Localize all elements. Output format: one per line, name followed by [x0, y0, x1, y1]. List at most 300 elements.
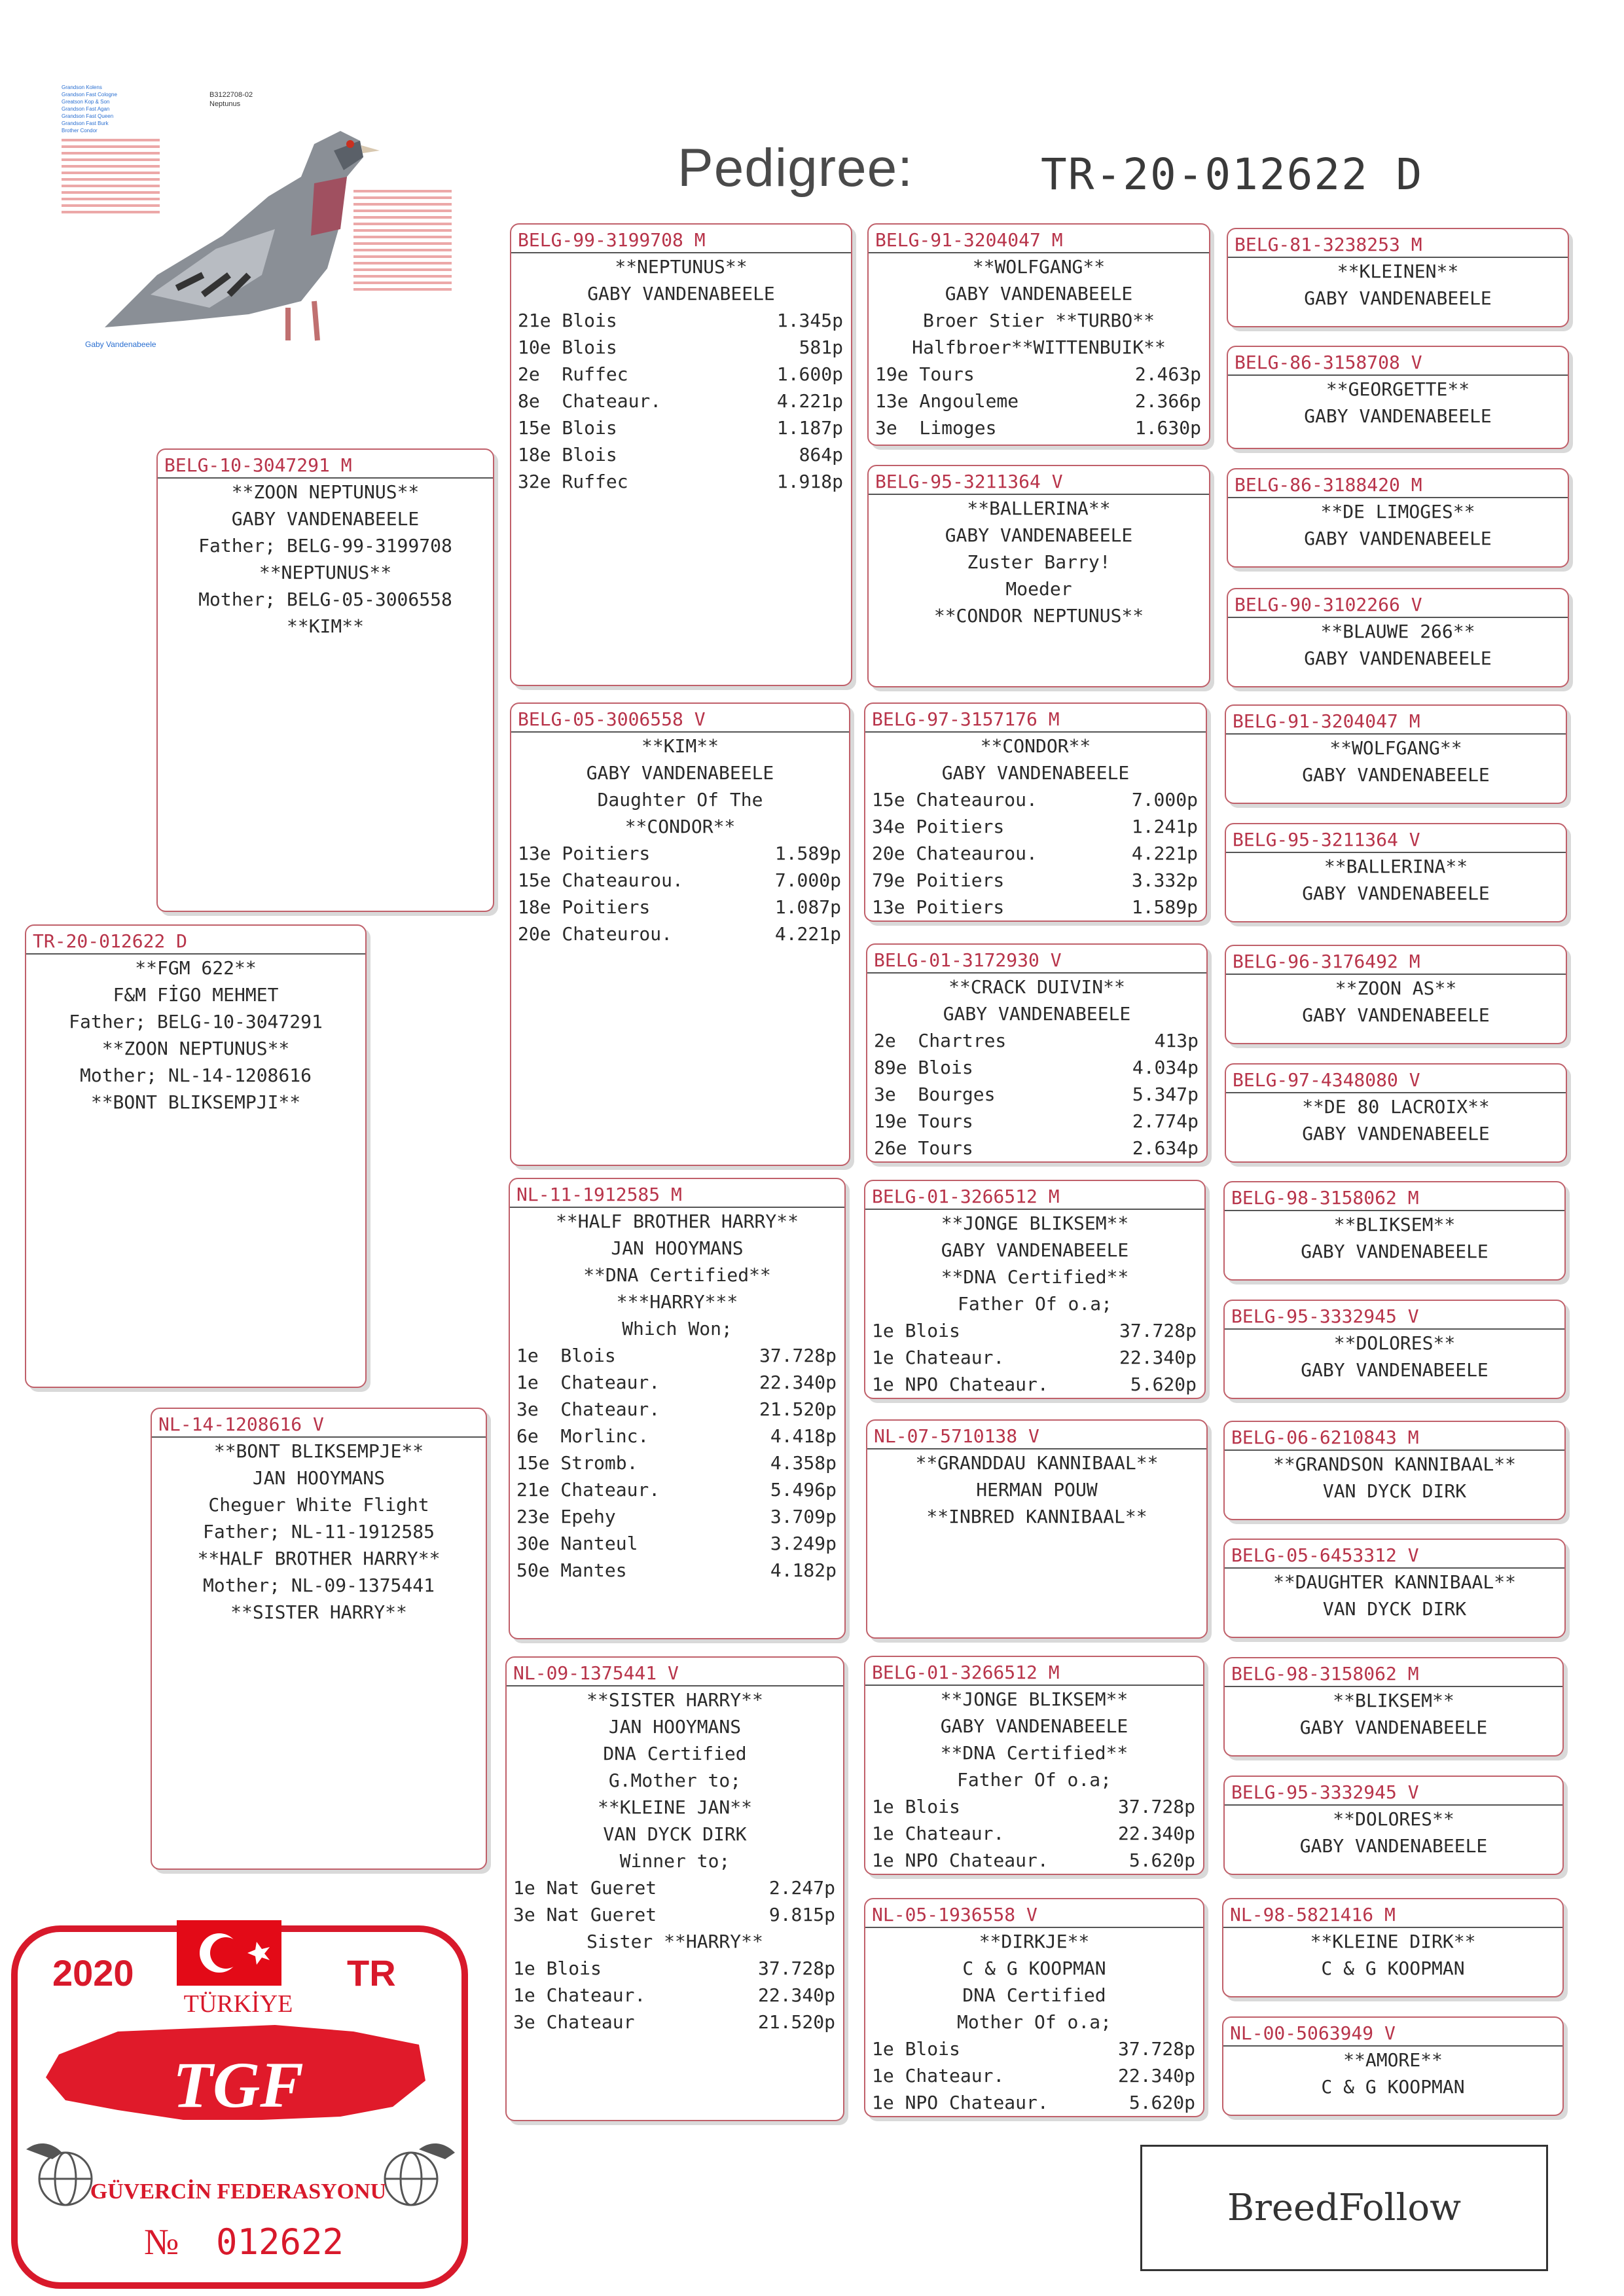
card-ring-number: BELG-95-3332945 V	[1231, 1781, 1419, 1803]
race-result-points: 581p	[799, 337, 843, 358]
race-result-row	[511, 307, 851, 334]
race-result-place: 1e NPO Chateaur.	[872, 1374, 1049, 1395]
card-ring-number: BELG-95-3211364 V	[875, 471, 1063, 492]
race-result-points: 4.182p	[770, 1559, 837, 1581]
pedigree-card-g6	[866, 1419, 1208, 1639]
race-result-row	[507, 1874, 843, 1901]
pedigree-note: Father; BELG-99-3199708	[198, 535, 452, 556]
pedigree-note: **INBRED KANNIBAAL**	[926, 1506, 1147, 1527]
race-result-row	[507, 1955, 843, 1982]
pedigree-note: Father Of o.a;	[957, 1293, 1112, 1315]
race-result-row	[511, 388, 851, 414]
pedigree-card-h9	[1223, 1181, 1566, 1281]
pedigree-note: GABY VANDENABEELE	[1301, 1359, 1489, 1381]
card-ring-number: BELG-97-4348080 V	[1233, 1069, 1420, 1091]
pedigree-card-h13	[1223, 1657, 1564, 1757]
race-result-place: 1e Blois	[516, 1345, 616, 1366]
pedigree-card-g2	[867, 465, 1210, 687]
pigeon-name: **GRANDDAU KANNIBAAL**	[867, 1448, 1206, 1476]
race-result-place: 2e Ruffec	[518, 363, 628, 385]
right-result-table	[353, 190, 452, 291]
stamp-acronym: TGF	[173, 2049, 304, 2121]
pedigree-note: GABY VANDENABEELE	[1304, 647, 1492, 669]
pedigree-note: **CONDOR**	[624, 816, 736, 837]
race-result-place: 1e Chateaur.	[516, 1372, 660, 1393]
stamp-year: 2020	[52, 1952, 134, 1994]
card-ring-number: BELG-97-3157176 M	[872, 708, 1060, 730]
pedigree-note: **SISTER HARRY**	[230, 1601, 407, 1623]
race-result-points: 3.249p	[770, 1533, 837, 1554]
pigeon-name: **KLEINE DIRK**	[1223, 1927, 1562, 1955]
pedigree-note: GABY VANDENABEELE	[1299, 1717, 1488, 1738]
pedigree-note: C & G KOOPMAN	[1321, 1958, 1465, 1979]
card-ring-number: TR-20-012622 D	[33, 930, 188, 952]
pedigree-note: **HALF BROTHER HARRY**	[197, 1548, 441, 1569]
pigeon-name: **HALF BROTHER HARRY**	[510, 1207, 844, 1235]
race-result-place: 13e Poitiers	[518, 843, 651, 864]
pedigree-card-h2	[1227, 346, 1569, 449]
pedigree-note: DNA Certified	[962, 1984, 1106, 2006]
pigeon-name: **DAUGHTER KANNIBAAL**	[1225, 1567, 1564, 1595]
race-result-points: 1.600p	[776, 363, 843, 385]
race-result-row	[865, 894, 1206, 920]
pedigree-card-h11	[1223, 1421, 1566, 1520]
pedigree-card-ff	[510, 223, 852, 686]
pedigree-note: GABY VANDENABEELE	[1299, 1835, 1488, 1857]
turkish-flag-icon	[177, 1920, 281, 1986]
card-ring-number: BELG-05-3006558 V	[518, 708, 706, 730]
race-result-points: 22.340p	[1119, 1347, 1197, 1368]
pigeon-name: **JONGE BLIKSEM**	[865, 1209, 1204, 1237]
race-result-place: 13e Angouleme	[875, 390, 1019, 412]
pedigree-note: Mother; NL-14-1208616	[79, 1065, 312, 1086]
race-result-place: 1e Blois	[872, 1796, 960, 1817]
race-result-points: 5.496p	[770, 1479, 837, 1501]
legend-item: Grandson Fast Burk	[62, 120, 109, 126]
race-result-points: 21.520p	[757, 2011, 835, 2033]
race-result-place: 3e Nat Gueret	[513, 1904, 657, 1925]
race-result-points: 4.358p	[770, 1452, 837, 1474]
pedigree-note: **CONDOR NEPTUNUS**	[933, 605, 1144, 627]
stamp-federation: GÜVERCİN FEDERASYONU	[90, 2179, 387, 2204]
card-ring-number: BELG-86-3188420 M	[1235, 474, 1422, 496]
pedigree-note: JAN HOOYMANS	[611, 1237, 744, 1259]
race-result-row	[511, 840, 849, 867]
pedigree-card-h6	[1225, 823, 1567, 922]
pigeon-name: **SISTER HARRY**	[507, 1685, 843, 1713]
card-ring-number: BELG-95-3332945 V	[1231, 1305, 1419, 1327]
race-result-row	[867, 1081, 1206, 1108]
pedigree-note: JAN HOOYMANS	[252, 1467, 386, 1489]
pigeon-name: **BLAUWE 266**	[1228, 617, 1568, 645]
race-result-place: 13e Poitiers	[872, 896, 1005, 918]
pedigree-card-h12	[1223, 1539, 1566, 1638]
race-result-place: 34e Poitiers	[872, 816, 1005, 837]
race-result-row	[510, 1369, 844, 1396]
pedigree-card-subject	[25, 924, 367, 1388]
pedigree-note: GABY VANDENABEELE	[586, 762, 774, 784]
race-result-place: 1e NPO Chateaur.	[872, 1850, 1049, 1871]
legend-item: Grandson Fast Queen	[62, 113, 114, 119]
race-result-row	[511, 361, 851, 388]
pedigree-note: Mother Of o.a;	[956, 2011, 1111, 2033]
pedigree-note: C & G KOOPMAN	[1321, 2076, 1465, 2098]
card-ring-number: BELG-98-3158062 M	[1231, 1663, 1419, 1685]
stamp-number: 012622	[216, 2221, 344, 2263]
pedigree-note: GABY VANDENABEELE	[940, 1715, 1128, 1737]
pedigree-note: **DNA Certified**	[940, 1742, 1128, 1764]
pedigree-note: C & G KOOPMAN	[962, 1958, 1106, 1979]
pigeon-name: **BLIKSEM**	[1225, 1686, 1562, 1714]
race-result-place: 32e Ruffec	[518, 471, 628, 492]
card-ring-number: BELG-91-3204047 M	[1233, 710, 1420, 732]
race-result-row	[865, 1344, 1204, 1371]
card-ring-number: BELG-01-3266512 M	[872, 1662, 1060, 1683]
race-result-points: 37.728p	[1117, 1796, 1195, 1817]
card-ring-number: BELG-96-3176492 M	[1233, 951, 1420, 972]
race-result-points: 1.918p	[776, 471, 843, 492]
pigeon-name: **NEPTUNUS**	[511, 252, 851, 280]
pedigree-note: **ZOON NEPTUNUS**	[101, 1038, 290, 1059]
card-ring-number: BELG-95-3211364 V	[1233, 829, 1420, 850]
pigeon-name: **KLEINEN**	[1228, 257, 1568, 285]
race-result-points: 5.620p	[1130, 1374, 1197, 1395]
pedigree-card-h3	[1227, 468, 1569, 568]
race-result-points: 37.728p	[759, 1345, 837, 1366]
race-result-points: 4.034p	[1132, 1057, 1199, 1078]
card-ring-number: NL-98-5821416 M	[1230, 1904, 1396, 1925]
race-result-row	[510, 1396, 844, 1423]
race-result-place: 10e Blois	[518, 337, 617, 358]
race-result-points: 3.709p	[770, 1506, 837, 1527]
photo-legend	[62, 84, 117, 134]
pedigree-note: **DNA Certified**	[941, 1266, 1129, 1288]
pedigree-note: **DNA Certified**	[583, 1264, 771, 1286]
race-result-points: 5.620p	[1128, 1850, 1195, 1871]
pigeon-name: **BALLERINA**	[869, 494, 1209, 522]
race-result-points: 1.630p	[1134, 417, 1201, 439]
race-result-place: 26e Tours	[874, 1137, 973, 1159]
pedigree-card-h14	[1223, 1776, 1564, 1875]
subject-ring-number: TR-20-012622 D	[1041, 149, 1424, 200]
race-result-row	[869, 388, 1209, 414]
race-result-place: 15e Blois	[518, 417, 617, 439]
race-result-row	[865, 1793, 1203, 1820]
race-result-place: 15e Stromb.	[516, 1452, 638, 1474]
pigeon-name: **BALLERINA**	[1226, 852, 1566, 880]
race-result-place: 6e Morlinc.	[516, 1425, 649, 1447]
card-ring-number: BELG-81-3238253 M	[1235, 234, 1422, 255]
race-result-place: 1e Chateaur.	[872, 2065, 1005, 2086]
race-result-row	[865, 786, 1206, 813]
pedigree-note: GABY VANDENABEELE	[943, 1003, 1131, 1025]
card-ring-number: NL-09-1375441 V	[513, 1662, 679, 1684]
pedigree-note: GABY VANDENABEELE	[1301, 1241, 1489, 1262]
pedigree-card-h16	[1222, 2016, 1564, 2116]
race-result-row	[511, 867, 849, 894]
pigeon-name: **DOLORES**	[1225, 1804, 1562, 1832]
race-result-place: 50e Mantes	[516, 1559, 627, 1581]
pigeon-name: **DIRKJE**	[865, 1927, 1203, 1955]
pedigree-card-g5	[864, 1180, 1206, 1399]
card-ring-number: BELG-91-3204047 M	[875, 229, 1063, 251]
photo-ring: B3122708-02	[209, 91, 253, 99]
pigeon-name: **DE LIMOGES**	[1228, 497, 1568, 525]
pedigree-note: Mother; NL-09-1375441	[202, 1575, 435, 1596]
race-result-row	[869, 361, 1209, 388]
card-ring-number: BELG-99-3199708 M	[518, 229, 706, 251]
race-result-place: 3e Bourges	[874, 1084, 996, 1105]
race-result-row	[511, 334, 851, 361]
pedigree-note: Moeder	[1005, 578, 1072, 600]
pedigree-card-h5	[1225, 704, 1567, 804]
pedigree-note: GABY VANDENABEELE	[1302, 764, 1490, 786]
race-result-place: 3e Limoges	[875, 417, 997, 439]
pigeon-name: **GEORGETTE**	[1228, 374, 1568, 403]
pedigree-note: JAN HOOYMANS	[608, 1716, 742, 1738]
race-result-row	[511, 414, 851, 441]
legend-item: Greatson Kop & Son	[62, 99, 110, 105]
race-result-row	[511, 441, 851, 468]
race-result-points: 1.241p	[1131, 816, 1198, 837]
pigeon-photo	[52, 79, 471, 367]
card-ring-number: BELG-05-6453312 V	[1231, 1544, 1419, 1566]
stamp-country: TÜRKİYE	[183, 1990, 293, 2018]
pedigree-card-h1	[1227, 228, 1569, 327]
race-result-points: 22.340p	[759, 1372, 837, 1393]
race-result-row	[867, 1108, 1206, 1135]
pedigree-note: Zuster Barry!	[967, 551, 1111, 573]
race-result-points: 4.221p	[776, 390, 843, 412]
race-result-row	[510, 1449, 844, 1476]
pedigree-note: G.Mother to;	[608, 1770, 742, 1791]
pedigree-card-g4	[866, 943, 1208, 1163]
race-result-place: 15e Chateaurou.	[872, 789, 1038, 811]
race-result-row	[507, 2009, 843, 2035]
race-result-points: 2.463p	[1134, 363, 1201, 385]
legend-item: Grandson Fast Agan	[62, 106, 110, 112]
pedigree-card-mm	[505, 1656, 844, 2121]
race-result-points: 7.000p	[774, 869, 841, 891]
race-result-place: 1e NPO Chateaur.	[872, 2092, 1049, 2113]
pedigree-card-g8	[864, 1898, 1204, 2117]
pigeon-name: **WOLFGANG**	[1226, 733, 1566, 761]
pedigree-note: GABY VANDENABEELE	[941, 762, 1130, 784]
race-result-points: 413p	[1154, 1030, 1199, 1051]
race-result-row	[865, 840, 1206, 867]
race-result-place: 2e Chartres	[874, 1030, 1007, 1051]
pedigree-note: GABY VANDENABEELE	[941, 1239, 1129, 1261]
race-result-place: 1e Blois	[872, 1320, 960, 1341]
race-result-row	[510, 1342, 844, 1369]
pedigree-note: VAN DYCK DIRK	[1322, 1598, 1467, 1620]
race-result-row	[510, 1557, 844, 1584]
race-result-points: 22.340p	[1117, 1823, 1195, 1844]
pigeon-name: **ZOON NEPTUNUS**	[158, 477, 493, 505]
race-result-points: 1.087p	[774, 896, 841, 918]
race-result-place: 19e Tours	[874, 1110, 973, 1132]
race-result-points: 4.418p	[770, 1425, 837, 1447]
race-result-points: 9.815p	[768, 1904, 835, 1925]
pedigree-card-mf	[509, 1178, 846, 1639]
pedigree-note: VAN DYCK DIRK	[1322, 1480, 1467, 1502]
race-result-points: 3.332p	[1131, 869, 1198, 891]
race-result-row	[510, 1530, 844, 1557]
race-result-row	[865, 1371, 1204, 1398]
card-ring-number: NL-11-1912585 M	[516, 1184, 682, 1205]
pedigree-note: GABY VANDENABEELE	[231, 508, 420, 530]
page-title: Pedigree:	[677, 138, 914, 198]
card-ring-number: NL-07-5710138 V	[874, 1425, 1039, 1447]
pigeon-name: **AMORE**	[1223, 2045, 1562, 2073]
pedigree-note: **KIM**	[286, 615, 364, 637]
race-result-row	[510, 1503, 844, 1530]
race-result-place: 30e Nanteul	[516, 1533, 638, 1554]
race-result-place: 3e Chateaur	[513, 2011, 635, 2033]
stamp-number-prefix: №	[144, 2222, 179, 2263]
pedigree-note: Father Of o.a;	[956, 1769, 1111, 1791]
race-result-points: 37.728p	[757, 1958, 835, 1979]
race-result-row	[511, 468, 851, 495]
race-result-points: 37.728p	[1119, 1320, 1197, 1341]
race-result-points: 2.366p	[1134, 390, 1201, 412]
pedigree-card-g1	[867, 223, 1210, 446]
pedigree-note: Sister **HARRY**	[586, 1931, 763, 1952]
card-ring-number: BELG-01-3172930 V	[874, 949, 1062, 971]
pigeon-name: **CRACK DUIVIN**	[867, 972, 1206, 1000]
pedigree-note: VAN DYCK DIRK	[603, 1823, 747, 1845]
pigeon-figure	[105, 131, 380, 340]
race-result-row	[865, 2035, 1203, 2062]
race-result-points: 22.340p	[1117, 2065, 1195, 2086]
pedigree-note: GABY VANDENABEELE	[1302, 883, 1490, 904]
pedigree-note: GABY VANDENABEELE	[945, 524, 1133, 546]
legend-item: Grandson Kolens	[62, 84, 102, 90]
pedigree-note: Winner to;	[619, 1850, 731, 1872]
race-result-row	[869, 414, 1209, 441]
race-result-place: 79e Poitiers	[872, 869, 1005, 891]
race-result-points: 37.728p	[1117, 2038, 1195, 2060]
pigeon-name: **WOLFGANG**	[869, 252, 1209, 280]
pedigree-card-g3	[864, 702, 1207, 922]
race-result-place: 20e Chateaurou.	[872, 843, 1038, 864]
pedigree-card-h15	[1222, 1898, 1564, 1997]
pedigree-note: F&M FİGO MEHMET	[113, 984, 279, 1006]
race-result-place: 8e Chateaur.	[518, 390, 662, 412]
legend-item: Brother Condor	[62, 128, 98, 134]
race-result-points: 1.345p	[776, 310, 843, 331]
card-ring-number: NL-00-5063949 V	[1230, 2022, 1396, 2044]
race-result-row	[867, 1135, 1206, 1161]
race-result-points: 22.340p	[757, 1984, 835, 2006]
race-result-place: 15e Chateaurou.	[518, 869, 683, 891]
pedigree-note: GABY VANDENABEELE	[1302, 1123, 1490, 1144]
photo-owner: Gaby Vandenabeele	[85, 340, 156, 349]
race-result-place: 89e Blois	[874, 1057, 973, 1078]
pedigree-note: Father; BELG-10-3047291	[69, 1011, 323, 1032]
race-result-place: 21e Chateaur.	[516, 1479, 660, 1501]
race-result-row	[865, 1317, 1204, 1344]
race-result-place: 21e Blois	[518, 310, 617, 331]
race-result-row	[511, 920, 849, 947]
pedigree-card-mother	[151, 1408, 487, 1870]
race-result-place: 18e Blois	[518, 444, 617, 465]
pedigree-note: Daughter Of The	[597, 789, 763, 811]
pedigree-note: GABY VANDENABEELE	[587, 283, 775, 304]
race-result-place: 1e Blois	[513, 1958, 602, 1979]
pedigree-card-father	[156, 448, 494, 912]
card-ring-number: BELG-86-3158708 V	[1235, 352, 1422, 373]
pedigree-note: DNA Certified	[603, 1743, 747, 1764]
race-result-points: 4.221p	[774, 923, 841, 945]
race-result-place: 1e Nat Gueret	[513, 1877, 657, 1899]
race-result-place: 19e Tours	[875, 363, 975, 385]
race-result-place: 3e Chateaur.	[516, 1398, 660, 1420]
breedfollow-logo[interactable]: BreedFollow	[1140, 2145, 1548, 2271]
race-result-row	[865, 2089, 1203, 2116]
race-result-place: 1e Chateaur.	[872, 1347, 1005, 1368]
race-result-row	[865, 1820, 1203, 1847]
stamp-country-code: TR	[347, 1952, 396, 1994]
card-ring-number: NL-05-1936558 V	[872, 1904, 1038, 1925]
pedigree-card-h7	[1225, 945, 1567, 1044]
left-result-table	[62, 139, 160, 213]
race-result-row	[865, 813, 1206, 840]
pedigree-card-g7	[864, 1656, 1204, 1875]
race-result-row	[865, 2062, 1203, 2089]
pigeon-name: **ZOON AS**	[1226, 974, 1566, 1002]
pedigree-note: **NEPTUNUS**	[259, 562, 392, 583]
race-result-place: 1e Chateaur.	[513, 1984, 646, 2006]
race-result-points: 2.634p	[1132, 1137, 1199, 1159]
race-result-place: 1e Blois	[872, 2038, 960, 2060]
card-ring-number: BELG-10-3047291 M	[164, 454, 352, 476]
photo-name: Neptunus	[209, 100, 241, 108]
race-result-points: 21.520p	[759, 1398, 837, 1420]
race-result-points: 1.589p	[1131, 896, 1198, 918]
pedigree-note: Halfbroer**WITTENBUIK**	[912, 337, 1166, 358]
pedigree-note: **BONT BLIKSEMPJI**	[90, 1091, 301, 1113]
race-result-row	[865, 1847, 1203, 1874]
pedigree-card-fm	[510, 702, 850, 1166]
legend-item: Grandson Fast Cologne	[62, 92, 117, 98]
race-result-points: 1.589p	[774, 843, 841, 864]
pedigree-note: HERMAN POUW	[976, 1479, 1098, 1501]
pedigree-note: GABY VANDENABEELE	[1304, 405, 1492, 427]
pedigree-note: GABY VANDENABEELE	[945, 283, 1133, 304]
card-ring-number: BELG-90-3102266 V	[1235, 594, 1422, 615]
pedigree-card-h10	[1223, 1300, 1566, 1399]
pigeon-name: **JONGE BLIKSEM**	[865, 1685, 1203, 1713]
pedigree-note: Mother; BELG-05-3006558	[198, 589, 452, 610]
race-result-row	[865, 867, 1206, 894]
race-result-points: 7.000p	[1131, 789, 1198, 811]
pigeon-name: **CONDOR**	[865, 731, 1206, 759]
race-result-row	[510, 1476, 844, 1503]
pigeon-name: **FGM 622**	[26, 953, 365, 981]
race-result-row	[867, 1027, 1206, 1054]
pigeon-name: **GRANDSON KANNIBAAL**	[1225, 1449, 1564, 1478]
pedigree-note: Cheguer White Flight	[208, 1494, 429, 1516]
race-result-row	[867, 1054, 1206, 1081]
pedigree-note: GABY VANDENABEELE	[1304, 287, 1492, 309]
race-result-points: 5.347p	[1132, 1084, 1199, 1105]
pedigree-card-h8	[1225, 1063, 1567, 1163]
race-result-points: 864p	[799, 444, 843, 465]
pedigree-note: Which Won;	[622, 1318, 732, 1339]
pedigree-note: GABY VANDENABEELE	[1302, 1004, 1490, 1026]
pigeon-name: **DOLORES**	[1225, 1328, 1564, 1357]
